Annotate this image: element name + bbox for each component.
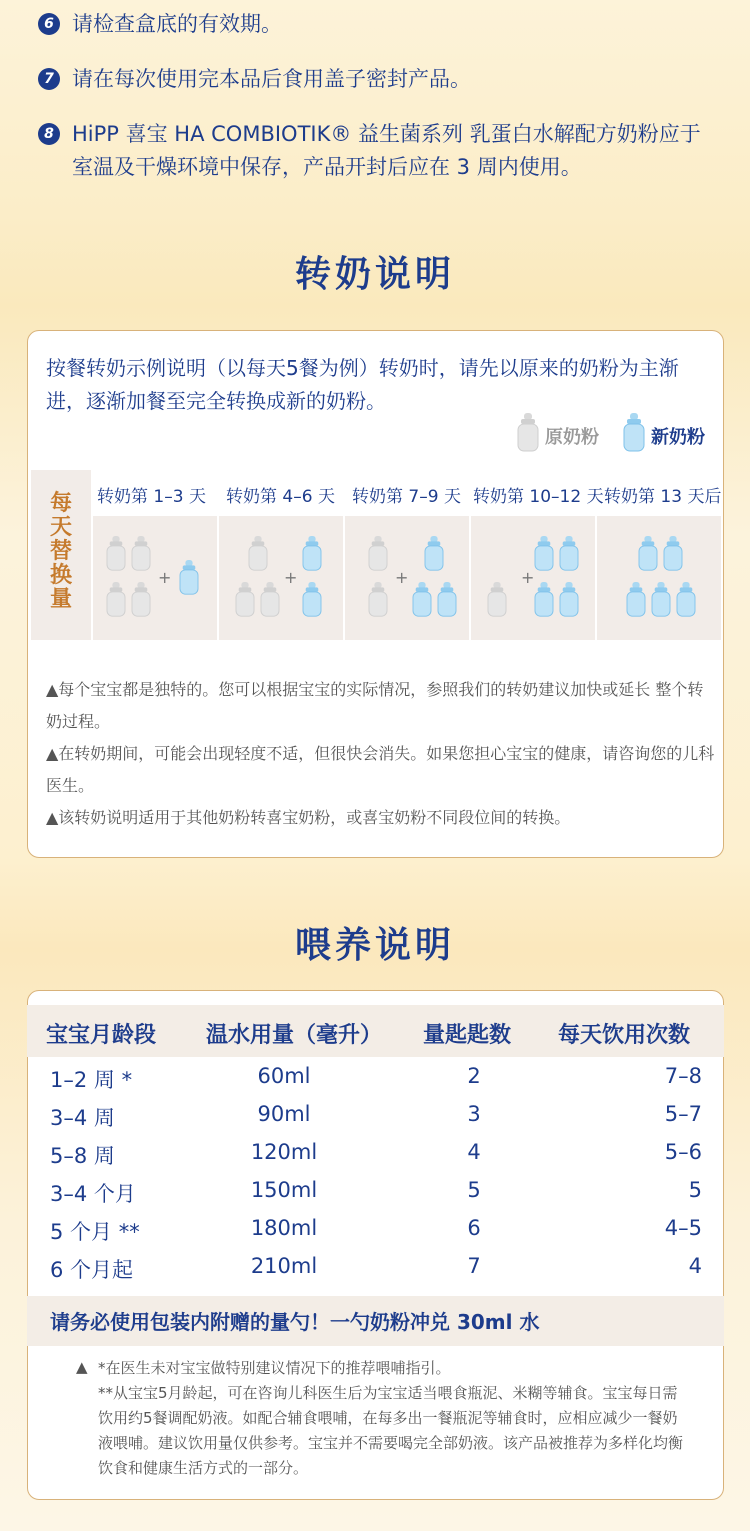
number-badge: 6 xyxy=(38,13,60,35)
instruction-7 xyxy=(38,63,712,96)
switch-title: 转奶说明 xyxy=(294,254,455,295)
baby-bottle-gray-icon xyxy=(367,536,389,576)
cell-water: 90ml xyxy=(257,1102,311,1126)
col-header-3: 转奶第 7–9 天 xyxy=(352,487,461,507)
baby-bottle-blue-icon xyxy=(533,536,555,576)
baby-bottle-gray-icon xyxy=(367,582,389,622)
baby-bottle-blue-icon xyxy=(622,413,646,458)
cell-scoops: 2 xyxy=(467,1064,481,1088)
switch-note-1: ▲每个宝宝都是独特的。您可以根据宝宝的实际情况，参照我们的转奶建议加快或延长 整个转奶过程。 xyxy=(46,680,704,731)
baby-bottle-blue-icon xyxy=(411,582,433,622)
cell-scoops: 6 xyxy=(467,1216,481,1240)
cell-age: 3–4 个月 xyxy=(50,1182,136,1206)
cell-times: 5–7 xyxy=(664,1102,702,1126)
baby-bottle-gray-icon xyxy=(234,582,256,622)
baby-bottle-blue-icon xyxy=(301,582,323,622)
baby-bottle-gray-icon xyxy=(130,536,152,576)
scoop-tip: 请务必使用包装内附赠的量勺！一勺奶粉冲兑 30ml 水 xyxy=(50,1310,540,1334)
baby-bottle-blue-icon xyxy=(178,560,200,600)
baby-bottle-blue-icon xyxy=(637,536,659,576)
baby-bottle-gray-icon xyxy=(105,536,127,576)
cell-water: 180ml xyxy=(250,1216,318,1240)
number-badge: 8 xyxy=(38,123,60,145)
header-times: 每天饮用次数 xyxy=(558,1023,691,1048)
footnote-marker: ▲ xyxy=(76,1358,88,1376)
cell-times: 5–6 xyxy=(664,1140,702,1164)
cell-water: 120ml xyxy=(250,1140,318,1164)
plus-sign: + xyxy=(521,568,535,587)
cell-age: 6 个月起 xyxy=(50,1258,134,1282)
header-water: 温水用量（毫升） xyxy=(206,1023,383,1048)
legend-new xyxy=(622,413,705,458)
switch-note-3: ▲该转奶说明适用于其他奶粉转喜宝奶粉，或喜宝奶粉不同段位间的转换。 xyxy=(46,808,571,827)
instruction-8 xyxy=(38,118,712,184)
col-header-2: 转奶第 4–6 天 xyxy=(226,487,335,507)
number-badge: 7 xyxy=(38,68,60,90)
footnote-1: *在医生未对宝宝做特别建议情况下的推荐喂哺指引。 xyxy=(98,1359,451,1377)
baby-bottle-blue-icon xyxy=(650,582,672,622)
plus-sign: + xyxy=(284,568,298,587)
footnote-2: **从宝宝5月龄起，可在咨询儿科医生后为宝宝适当喂食瓶泥、米糊等辅食。宝宝每日需饮用约5餐调配奶液。如配合辅食喂哺，在每多出一餐瓶泥等辅食时，应相应减少一餐奶液喂哺。建议饮用量仅供参考。宝宝并不需要喝完全部奶液。该产品被推荐为多样化均衡饮食和健康生活方式的一部分。 xyxy=(98,1384,684,1477)
cell-scoops: 4 xyxy=(467,1140,481,1164)
baby-bottle-blue-icon xyxy=(558,582,580,622)
cell-age: 5–8 周 xyxy=(50,1144,115,1168)
baby-bottle-blue-icon xyxy=(558,536,580,576)
legend-old-label: 原奶粉 xyxy=(545,426,599,448)
switch-note-2: ▲在转奶期间，可能会出现轻度不适，但很快会消失。如果您担心宝宝的健康，请咨询您的儿科医生。 xyxy=(46,744,715,795)
daily-replacement-label xyxy=(31,470,91,640)
cell-times: 4–5 xyxy=(664,1216,702,1240)
baby-bottle-gray-icon xyxy=(130,582,152,622)
cell-age: 3–4 周 xyxy=(50,1106,115,1130)
plus-sign: + xyxy=(395,568,409,587)
feeding-title: 喂养说明 xyxy=(294,925,455,966)
legend-old xyxy=(516,413,599,458)
col-header-1: 转奶第 1–3 天 xyxy=(97,487,206,507)
col-header-4: 转奶第 10–12 天 xyxy=(473,487,604,507)
cell-age: 1–2 周 * xyxy=(50,1068,133,1092)
instruction-text: HiPP 喜宝 HA COMBIOTIK® 益生菌系列 乳蛋白水解配方奶粉应于室温及干燥环境中保存，产品开封后应在 3 周内使用。 xyxy=(72,122,701,179)
baby-bottle-gray-icon xyxy=(516,413,540,458)
instruction-text: 请在每次使用完本品后食用盖子密封产品。 xyxy=(72,67,471,91)
cell-scoops: 7 xyxy=(467,1254,481,1278)
plus-sign: + xyxy=(158,568,172,587)
header-scoops: 量匙匙数 xyxy=(423,1023,512,1048)
baby-bottle-gray-icon xyxy=(105,582,127,622)
cell-scoops: 5 xyxy=(467,1178,481,1202)
baby-bottle-gray-icon xyxy=(486,582,508,622)
cell-times: 7–8 xyxy=(664,1064,702,1088)
legend-new-label: 新奶粉 xyxy=(651,426,705,448)
cell-water: 60ml xyxy=(257,1064,311,1088)
baby-bottle-blue-icon xyxy=(301,536,323,576)
baby-bottle-blue-icon xyxy=(423,536,445,576)
baby-bottle-gray-icon xyxy=(259,582,281,622)
cell-age: 5 个月 ** xyxy=(50,1220,140,1244)
baby-bottle-blue-icon xyxy=(533,582,555,622)
cell-times: 5 xyxy=(688,1178,702,1202)
cell-water: 210ml xyxy=(250,1254,318,1278)
baby-bottle-blue-icon xyxy=(675,582,697,622)
instruction-text: 请检查盒底的有效期。 xyxy=(72,12,282,36)
col-header-5: 转奶第 13 天后 xyxy=(604,487,722,507)
switch-intro: 按餐转奶示例说明（以每天5餐为例）转奶时，请先以原来的奶粉为主渐进，逐渐加餐至完全转换成新的奶粉。 xyxy=(46,356,679,413)
baby-bottle-gray-icon xyxy=(247,536,269,576)
baby-bottle-blue-icon xyxy=(625,582,647,622)
cell-scoops: 3 xyxy=(467,1102,481,1126)
header-age: 宝宝月龄段 xyxy=(46,1023,157,1048)
cell-times: 4 xyxy=(688,1254,702,1278)
instruction-6 xyxy=(38,8,712,41)
cell-water: 150ml xyxy=(250,1178,318,1202)
side-label-text: 每天替换量 xyxy=(49,491,72,612)
baby-bottle-blue-icon xyxy=(662,536,684,576)
baby-bottle-blue-icon xyxy=(436,582,458,622)
